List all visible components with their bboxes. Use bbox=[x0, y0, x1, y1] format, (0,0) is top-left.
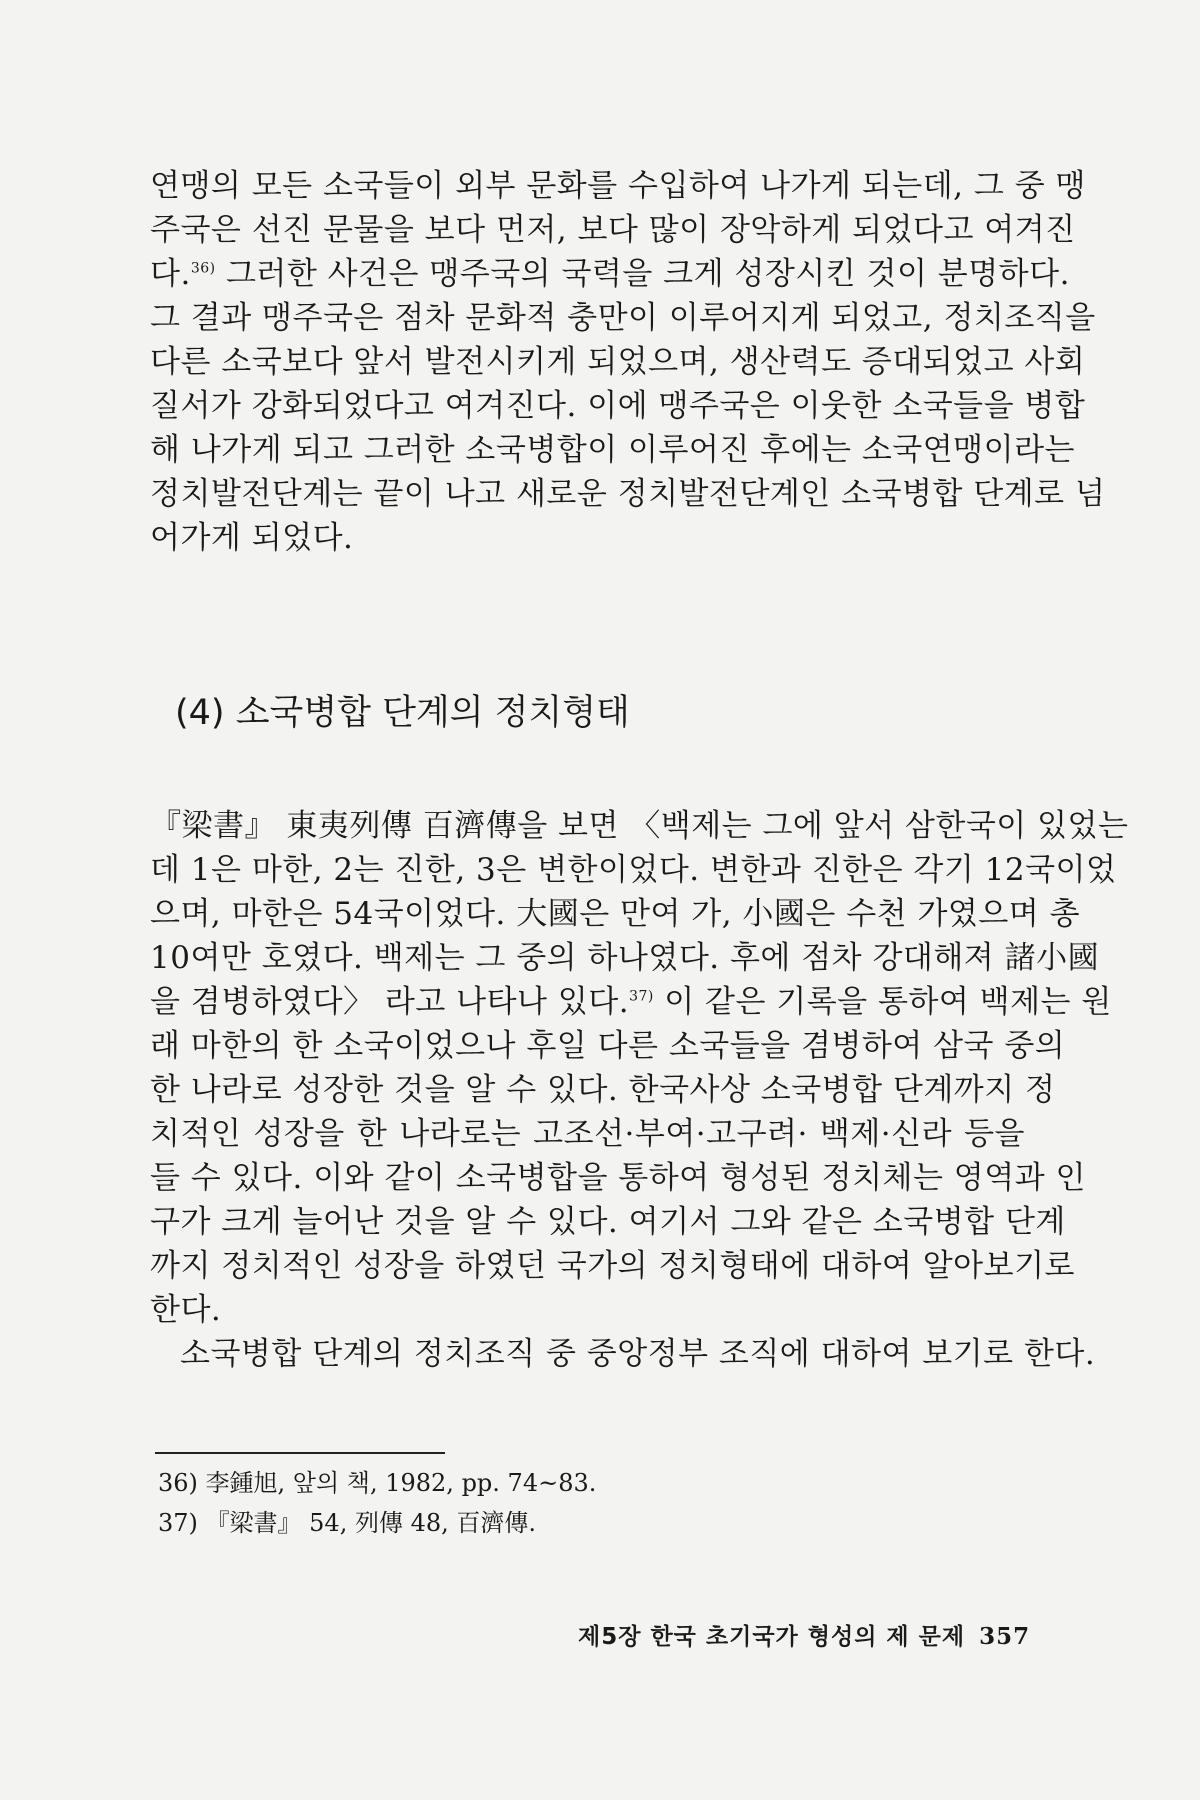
body-text-line: 해 나가게 되고 그러한 소국병합이 이루어진 후에는 소국연맹이라는 bbox=[150, 432, 1075, 468]
body-text-line bbox=[150, 982, 1112, 1022]
footnote-divider bbox=[155, 1452, 445, 1454]
body-text-line: 연맹의 모든 소국들이 외부 문화를 수입하여 나가게 되는데, 그 중 맹 bbox=[150, 168, 1086, 204]
body-text-line: 다른 소국보다 앞서 발전시키게 되었으며, 생산력도 증대되었고 사회 bbox=[150, 344, 1086, 380]
body-text-line: 소국병합 단계의 정치조직 중 중앙정부 조직에 대하여 보기로 한다. bbox=[180, 1336, 1096, 1372]
body-text-line: 그 결과 맹주국은 점차 문화적 충만이 이루어지게 되었고, 정치조직을 bbox=[150, 300, 1096, 336]
body-text-line: 데 1은 마한, 2는 진한, 3은 변한이었다. 변한과 진한은 각기 12국이었 bbox=[150, 852, 1117, 888]
body-text-line: 들 수 있다. 이와 같이 소국병합을 통하여 형성된 정치체는 영역과 인 bbox=[150, 1160, 1086, 1196]
body-text-line bbox=[150, 254, 1070, 294]
body-text-line: 한 나라로 성장한 것을 알 수 있다. 한국사상 소국병합 단계까지 정 bbox=[150, 1072, 1056, 1108]
page-number: 357 bbox=[979, 1623, 1031, 1650]
footnote-marker: 37) bbox=[629, 988, 654, 1005]
body-text-fragment: 그러한 사건은 맹주국의 국력을 크게 성장시킨 것이 분명하다. bbox=[215, 256, 1070, 292]
chapter-title: 제5장 한국 초기국가 형성의 제 문제 bbox=[578, 1624, 966, 1650]
footnote-marker: 36) bbox=[190, 260, 216, 277]
footnote: 36) 李鍾旭, 앞의 책, 1982, pp. 74~83. bbox=[158, 1469, 597, 1497]
running-footer bbox=[578, 1622, 1030, 1652]
body-text-line: 으며, 마한은 54국이었다. 大國은 만여 가, 小國은 수천 가였으며 총 bbox=[150, 896, 1081, 932]
footnote: 37) 『梁書』 54, 列傳 48, 百濟傳. bbox=[158, 1509, 537, 1537]
body-text-line: 질서가 강화되었다고 여겨진다. 이에 맹주국은 이웃한 소국들을 병합 bbox=[150, 388, 1086, 424]
section-heading: (4) 소국병합 단계의 정치형태 bbox=[175, 693, 630, 733]
body-text-line: 까지 정치적인 성장을 하였던 국가의 정치형태에 대하여 알아보기로 bbox=[150, 1248, 1075, 1284]
body-text-line: 구가 크게 늘어난 것을 알 수 있다. 여기서 그와 같은 소국병합 단계 bbox=[150, 1204, 1066, 1240]
body-text-line: 정치발전단계는 끝이 나고 새로운 정치발전단계인 소국병합 단계로 넘 bbox=[150, 476, 1106, 512]
body-text-line: 『梁書』 東夷列傳 百濟傳을 보면 〈백제는 그에 앞서 삼한국이 있었는 bbox=[150, 808, 1129, 844]
body-text-line: 래 마한의 한 소국이었으나 후일 다른 소국들을 겸병하여 삼국 중의 bbox=[150, 1028, 1066, 1064]
body-text-fragment: 다. bbox=[150, 256, 191, 292]
body-text-line: 치적인 성장을 한 나라로는 고조선·부여·고구려· 백제·신라 등을 bbox=[150, 1116, 1025, 1152]
body-text-fragment: 이 같은 기록을 통하여 백제는 원 bbox=[653, 984, 1112, 1020]
body-text-fragment: 을 겸병하였다〉 라고 나타나 있다. bbox=[150, 984, 630, 1020]
body-text-line: 주국은 선진 문물을 보다 먼저, 보다 많이 장악하게 되었다고 여겨진 bbox=[150, 212, 1076, 248]
body-text-line: 10여만 호였다. 백제는 그 중의 하나였다. 후에 점차 강대해져 諸小國 bbox=[150, 940, 1100, 976]
body-text-line: 어가게 되었다. bbox=[150, 520, 354, 556]
body-text-line: 한다. bbox=[150, 1292, 222, 1328]
